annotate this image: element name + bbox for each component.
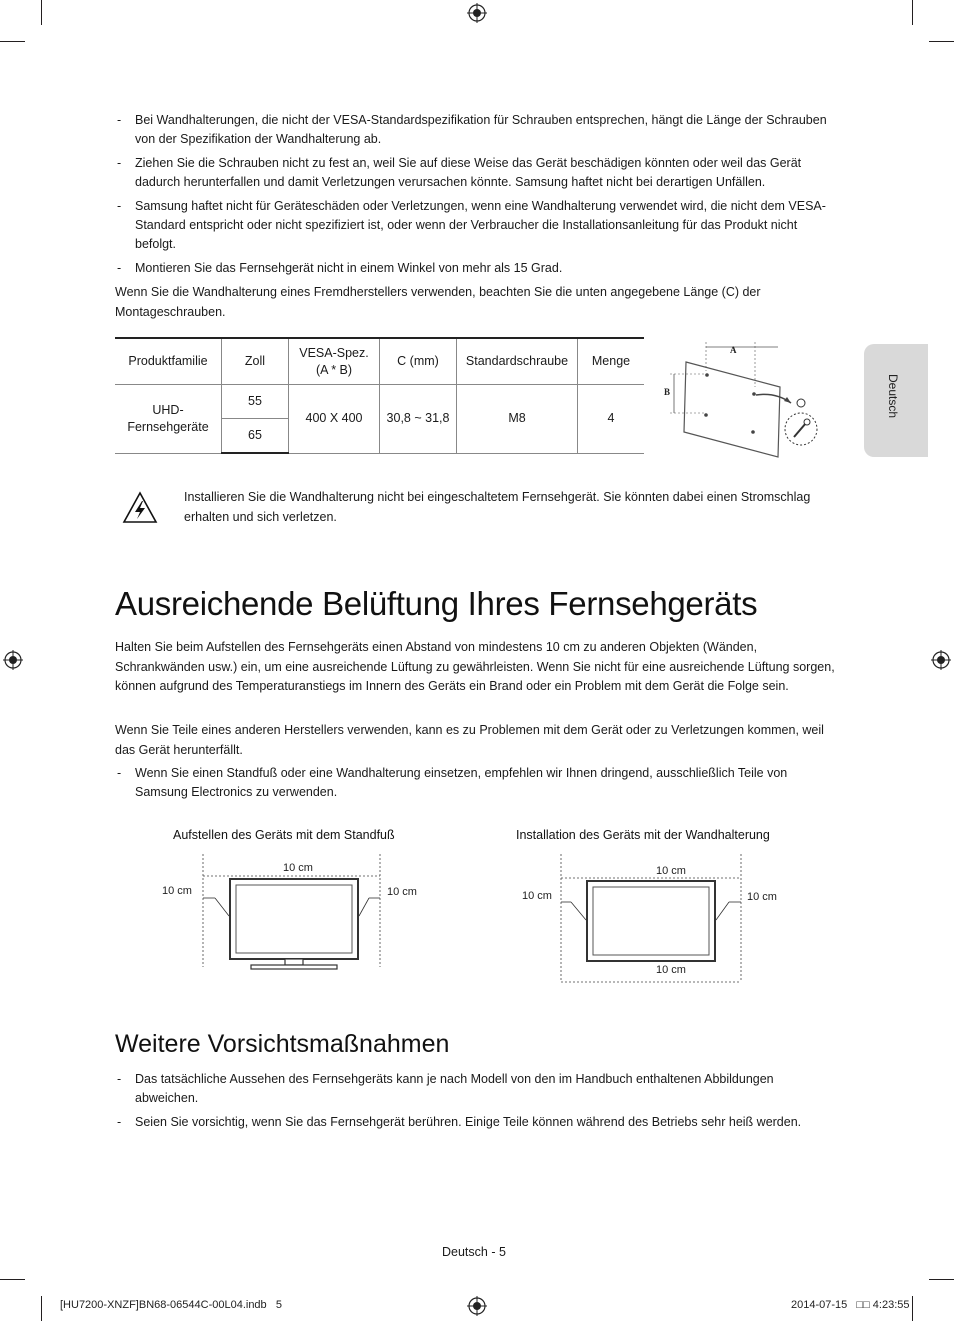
crop-mark <box>41 0 42 25</box>
list-item: - Das tatsächliche Aussehen des Fernsehgeräts kann je nach Modell von den im Handbuch enthaltenen Abbildungen abweichen. <box>117 1072 774 1105</box>
wall-mount-diagram <box>656 337 826 462</box>
table-cell: M8 <box>457 385 578 454</box>
table-header-cell: Menge <box>578 338 645 385</box>
section-title: Weitere Vorsichtsmaßnahmen <box>115 1030 450 1058</box>
list-item: - Ziehen Sie die Schrauben nicht zu fest an, weil Sie auf diese Weise das Gerät beschädigen könnten oder weil das Gerät dadurch herunterfallen und damit Verletzungen verursachen könnte. Samsung haftet nicht bei derartigen Unfällen. <box>117 156 802 189</box>
list-item: - Montieren Sie das Fernsehgerät nicht in einem Winkel von mehr als 15 Grad. <box>117 261 563 275</box>
stand-figure-caption: Aufstellen des Geräts mit dem Standfuß <box>173 828 395 842</box>
table-cell: 55 <box>222 385 289 419</box>
list-item: - Samsung haftet nicht für Geräteschäden oder Verletzungen, wenn eine Wandhalterung verwendet wird, die nicht dem VESA-Standard entspricht oder nicht spezifiziert ist, oder wenn der Verbraucher die Installationsanleitung für das Produkt nicht befolgt. <box>117 199 826 251</box>
registration-mark-icon <box>467 1296 487 1316</box>
table-cell: 65 <box>222 419 289 454</box>
crop-mark <box>929 41 954 42</box>
footer-file-info: [HU7200-XNZF]BN68-06544C-00L04.indb 5 <box>60 1299 282 1311</box>
warning-text: Installieren Sie die Wandhalterung nicht bei eingeschaltetem Fernsehgerät. Sie könnten dabei einen Stromschlag erhalten und sich verletzen. <box>184 490 811 524</box>
crop-mark <box>912 1296 913 1321</box>
side-tab-label: Deutsch <box>886 374 900 419</box>
table-header-cell: Produktfamilie <box>115 338 222 385</box>
distance-label: 10 cm <box>162 885 192 897</box>
wall-ventilation-diagram <box>515 852 795 987</box>
table-header-cell: Zoll <box>222 338 289 385</box>
paragraph: Halten Sie beim Aufstellen des Fernsehgeräts einen Abstand von mindestens 10 cm zu anderen Objekten (Wänden, Schrankwänden usw.) ein, um eine ausreichende Lüftung zu gewährleisten. Wenn Sie nicht für eine ausreichende Lüftung sorgen, können aufgrund des Temperaturanstiegs im Innern des Geräts ein Brand oder ein Problem mit dem Gerät die Folge sein. <box>115 640 835 693</box>
table-cell: 30,8 ~ 31,8 <box>380 385 457 454</box>
table-header-cell: C (mm) <box>380 338 457 385</box>
wall-figure-caption: Installation des Geräts mit der Wandhalterung <box>516 828 770 842</box>
page-number: Deutsch - 5 <box>442 1245 506 1259</box>
distance-label: 10 cm <box>522 890 552 902</box>
table-header-cell: Standardschraube <box>457 338 578 385</box>
list-item: - Bei Wandhalterungen, die nicht der VESA-Standardspezifikation für Schrauben entsprechen, hängt die Länge der Schrauben von der Spezifikation der Wandhalterung ab. <box>117 113 827 146</box>
page-title: Ausreichende Belüftung Ihres Fernsehgeräts <box>115 585 758 622</box>
intro-paragraph: Wenn Sie die Wandhalterung eines Fremdherstellers verwenden, beachten Sie die unten angegebene Länge (C) der Montageschrauben. <box>115 285 761 319</box>
diagram-label-b: B <box>664 387 671 397</box>
distance-label: 10 cm <box>747 891 777 903</box>
table-cell: UHD-Fernsehgeräte <box>115 385 222 454</box>
paragraph: Wenn Sie Teile eines anderen Herstellers verwenden, kann es zu Problemen mit dem Gerät oder zu Verletzungen kommen, weil das Gerät herunterfällt. <box>115 723 824 757</box>
table-cell: 4 <box>578 385 645 454</box>
table-header-cell: VESA-Spez. (A * B) <box>289 338 380 385</box>
crop-mark <box>0 1279 25 1280</box>
language-side-tab <box>864 344 928 457</box>
diagram-label-a: A <box>730 345 737 355</box>
distance-label: 10 cm <box>656 865 686 877</box>
crop-mark <box>41 1296 42 1321</box>
distance-label: 10 cm <box>283 862 313 874</box>
table-row <box>115 385 644 419</box>
warning-icon <box>122 491 158 524</box>
registration-mark-icon <box>467 3 487 23</box>
crop-mark <box>0 41 25 42</box>
registration-mark-icon <box>931 650 951 670</box>
distance-label: 10 cm <box>656 964 686 976</box>
table-header-row <box>115 338 644 385</box>
list-item: - Wenn Sie einen Standfuß oder eine Wandhalterung einsetzen, empfehlen wir Ihnen dringend, ausschließlich Teile von Samsung Electronics zu verwenden. <box>117 766 788 799</box>
table-cell: 400 X 400 <box>289 385 380 454</box>
crop-mark <box>929 1279 954 1280</box>
distance-label: 10 cm <box>387 886 417 898</box>
crop-mark <box>912 0 913 25</box>
footer-timestamp: 2014-07-15 □□ 4:23:55 <box>791 1299 910 1311</box>
list-item: - Seien Sie vorsichtig, wenn Sie das Fernsehgerät berühren. Einige Teile können während des Betriebs sehr heiß werden. <box>117 1115 802 1129</box>
stand-ventilation-diagram <box>155 852 430 972</box>
spec-table <box>115 337 644 454</box>
registration-mark-icon <box>3 650 23 670</box>
